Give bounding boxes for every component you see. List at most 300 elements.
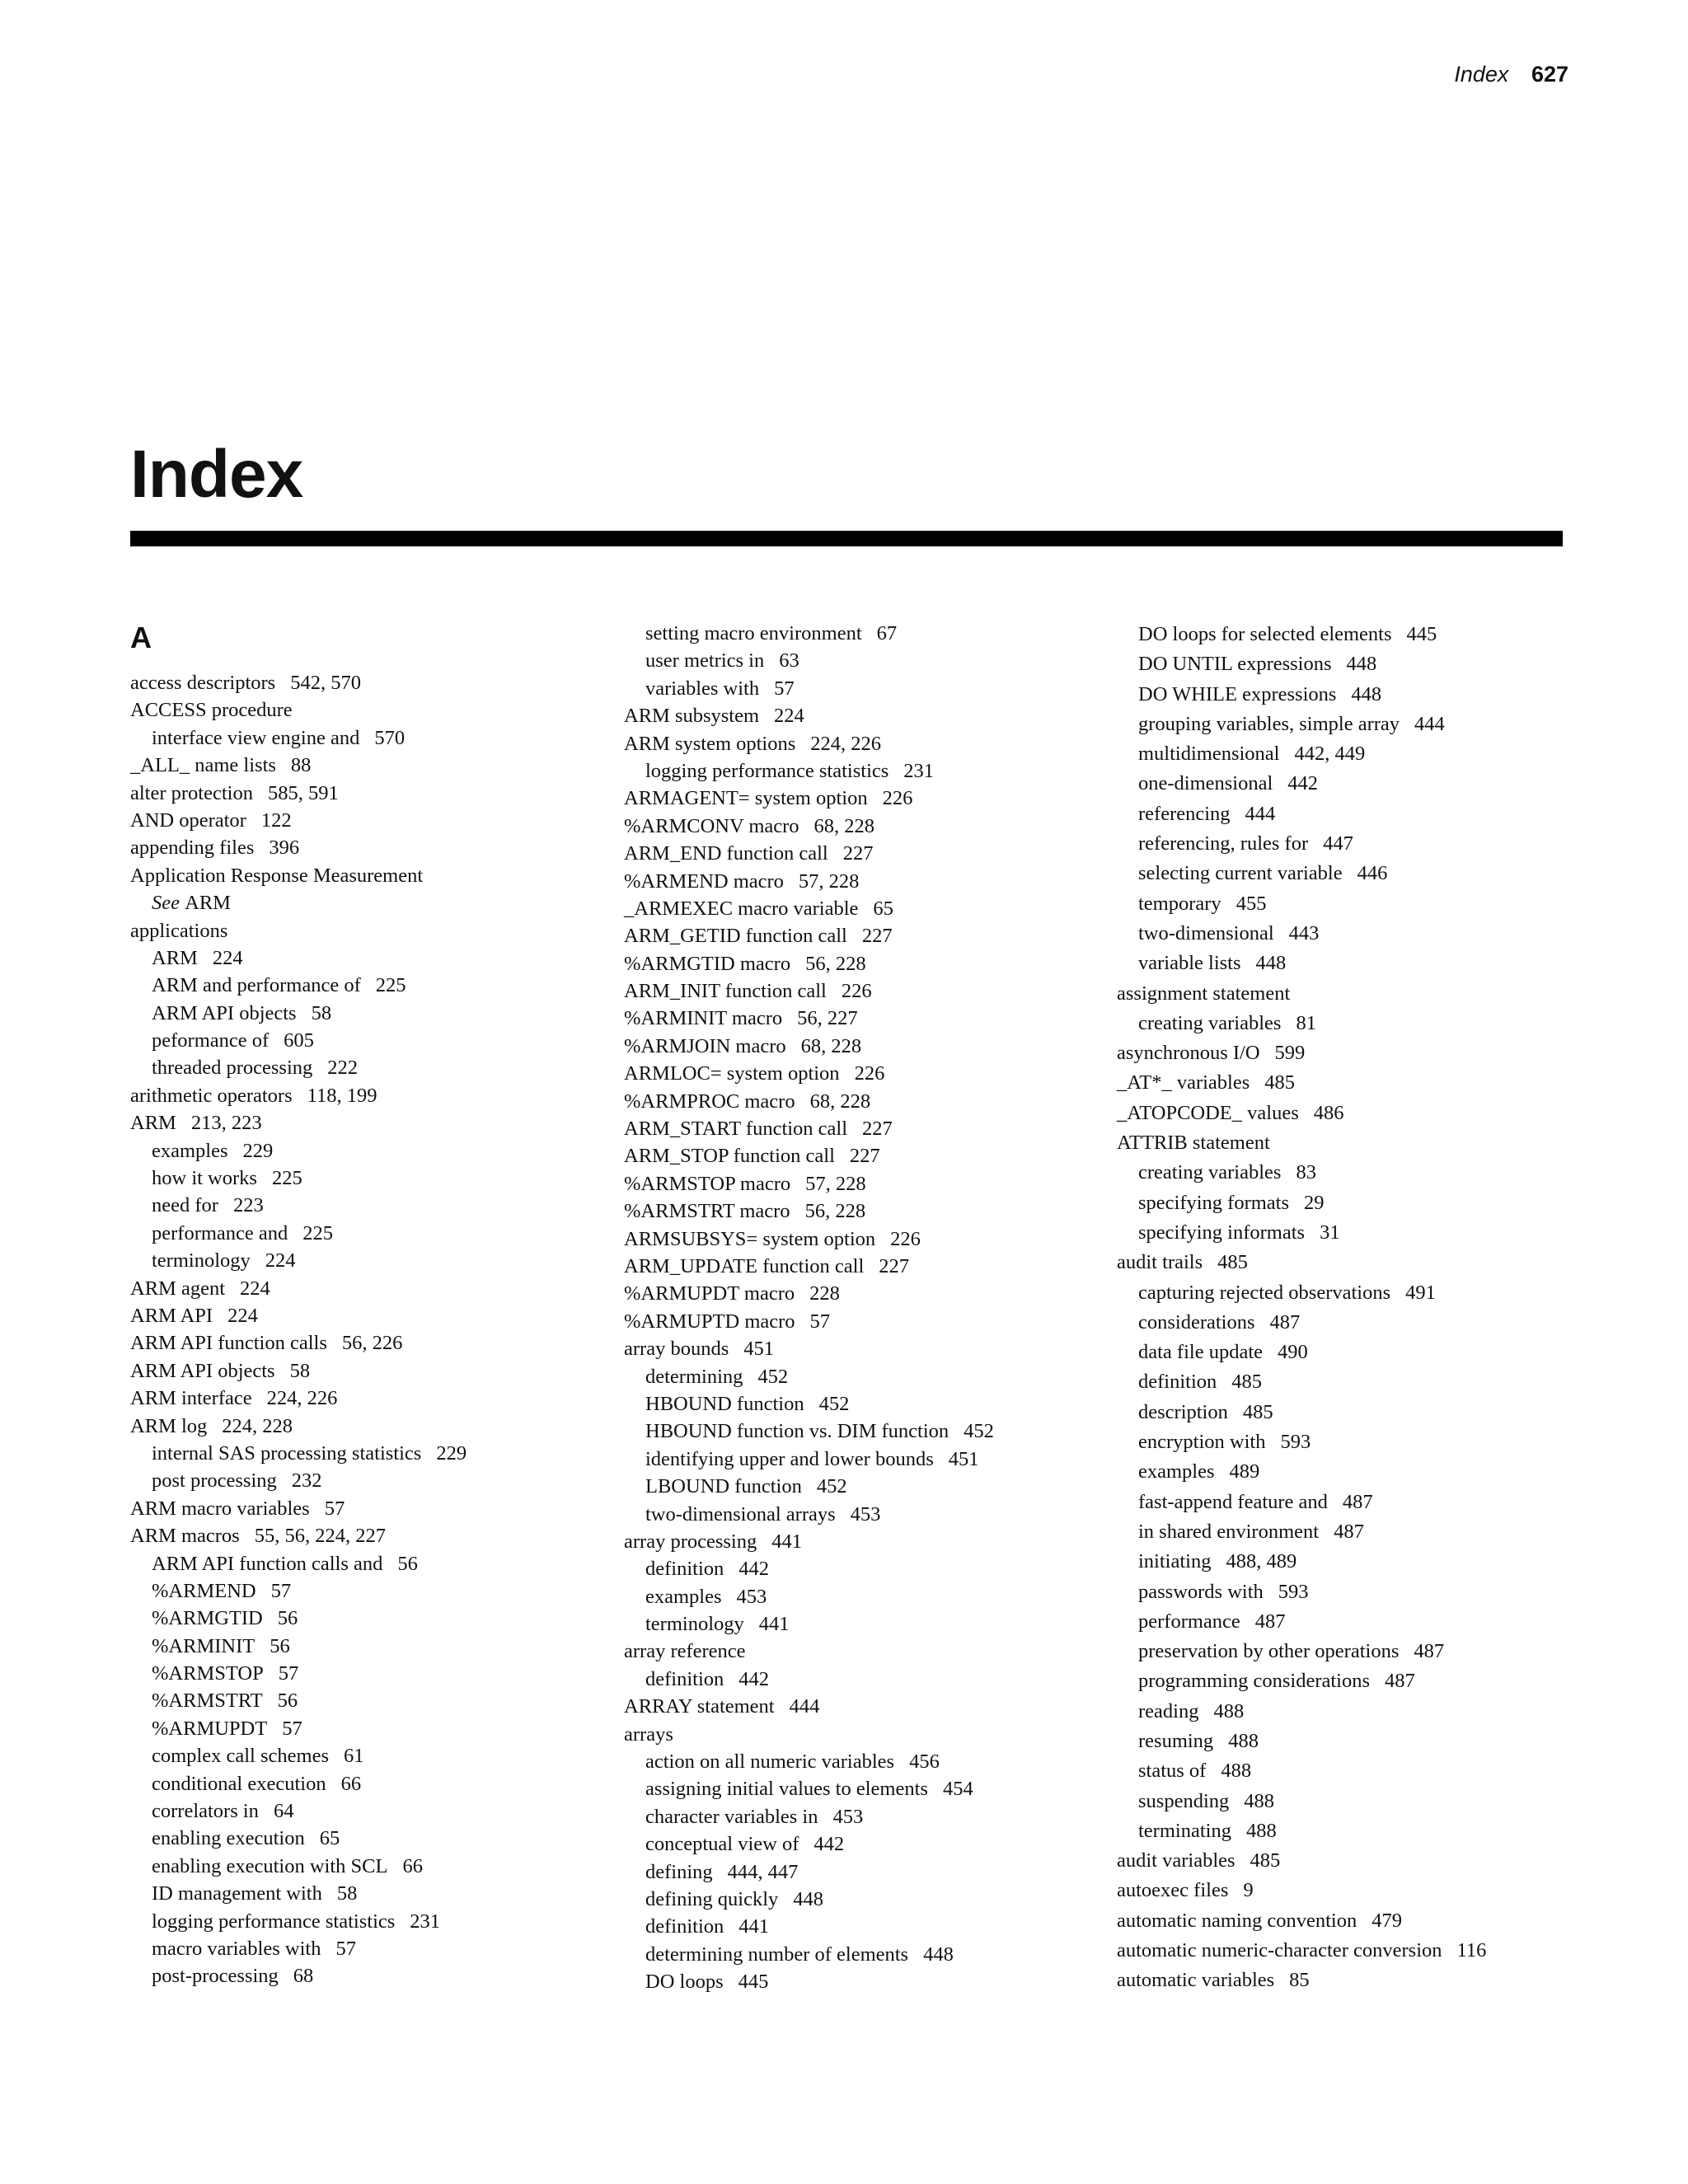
- index-term: ARMAGENT= system option: [624, 787, 868, 810]
- index-term: referencing: [1138, 802, 1231, 825]
- index-term: %ARMEND macro: [624, 869, 784, 893]
- index-entry: [1117, 1099, 1578, 1128]
- index-term: considerations: [1138, 1310, 1255, 1333]
- page-references: 57, 228: [805, 1172, 866, 1195]
- index-term: %ARMSTOP macro: [624, 1172, 791, 1195]
- page-references: 452: [816, 1475, 847, 1498]
- page-references: 443: [1288, 921, 1320, 944]
- page-references: 490: [1278, 1341, 1308, 1364]
- page-references: 441: [771, 1530, 802, 1553]
- index-subentry: [1117, 1009, 1578, 1038]
- index-term: HBOUND function: [645, 1392, 804, 1415]
- page-references: 9: [1243, 1879, 1254, 1902]
- page-references: 56, 227: [797, 1007, 858, 1030]
- index-term: examples: [1138, 1460, 1215, 1483]
- page-references: 454: [942, 1778, 973, 1801]
- index-term: creating variables: [1138, 1011, 1282, 1034]
- page-references: 55, 56, 224, 227: [254, 1525, 386, 1548]
- index-entry: [624, 702, 1102, 729]
- index-entry: [624, 1033, 1102, 1060]
- index-entry: [1117, 1936, 1578, 1966]
- index-term: logging performance statistics: [645, 759, 889, 782]
- index-entry: [1117, 979, 1578, 1009]
- index-term: defining quickly: [645, 1887, 779, 1910]
- index-subentry: [1117, 620, 1578, 649]
- index-entry: [130, 1413, 592, 1440]
- page-references: 57: [774, 677, 795, 700]
- index-term: _ARMEXEC macro variable: [624, 897, 859, 920]
- index-entry: [624, 977, 1102, 1005]
- index-term: action on all numeric variables: [645, 1750, 895, 1774]
- index-term: ARM API objects: [130, 1359, 275, 1382]
- index-subentry: [1117, 1666, 1578, 1696]
- index-term: ARM_START function call: [624, 1118, 848, 1141]
- index-term: array bounds: [624, 1338, 729, 1361]
- page-references: 451: [743, 1338, 774, 1361]
- index-term: performance: [1138, 1610, 1240, 1633]
- index-term: two-dimensional arrays: [645, 1502, 836, 1526]
- page-references: 444, 447: [727, 1860, 799, 1883]
- index-term: automatic variables: [1117, 1969, 1275, 1992]
- index-entry: [624, 730, 1102, 757]
- page-references: 57: [809, 1310, 831, 1333]
- page-references: 232: [291, 1469, 322, 1493]
- index-term: HBOUND function vs. DIM function: [645, 1420, 950, 1443]
- index-term: DO UNTIL expressions: [1138, 653, 1332, 676]
- page-references: 452: [818, 1392, 850, 1415]
- index-term: applications: [130, 919, 228, 942]
- index-term: %ARMSTRT: [152, 1690, 263, 1713]
- page-references: 485: [1231, 1371, 1263, 1394]
- index-term: %ARMCONV macro: [624, 814, 799, 837]
- page-references: 227: [862, 1118, 893, 1141]
- index-subentry: [130, 1687, 592, 1714]
- index-subentry: [624, 1775, 1102, 1802]
- index-entry: [130, 1522, 592, 1549]
- index-term: terminating: [1138, 1819, 1231, 1842]
- index-entry: [624, 1197, 1102, 1225]
- page-references: 448: [1346, 653, 1377, 676]
- index-term: definition: [1138, 1371, 1217, 1394]
- index-term: DO loops: [645, 1971, 724, 1994]
- index-term: setting macro environment: [645, 622, 862, 644]
- page-references: 63: [779, 649, 799, 673]
- page-references: 488: [1245, 1819, 1277, 1842]
- index-term: ARM API objects: [152, 1001, 297, 1024]
- index-term: ARM_GETID function call: [624, 925, 847, 948]
- page-references: 593: [1278, 1580, 1309, 1603]
- index-term: ARM: [152, 946, 198, 969]
- page-references: 442: [738, 1558, 770, 1581]
- index-entry: [130, 1495, 592, 1522]
- page-references: 224: [212, 946, 243, 969]
- index-term: _AT*_ variables: [1117, 1071, 1250, 1094]
- index-term: resuming: [1138, 1729, 1214, 1752]
- index-subentry: [624, 1555, 1102, 1582]
- index-entry: [624, 785, 1102, 812]
- page-references: 489: [1229, 1460, 1260, 1483]
- page-references: 453: [850, 1502, 881, 1526]
- index-subentry: [1117, 1488, 1578, 1517]
- index-subentry: [130, 1550, 592, 1577]
- index-term: assigning initial values to elements: [645, 1778, 928, 1801]
- page-references: 442: [814, 1833, 845, 1856]
- index-subentry: [130, 1165, 592, 1192]
- page-references: 485: [1264, 1071, 1295, 1094]
- page-references: 453: [832, 1805, 864, 1828]
- index-term: Application Response Measurement: [130, 864, 424, 887]
- index-term: status of: [1138, 1760, 1207, 1783]
- index-term: ARM API function calls and: [152, 1552, 383, 1575]
- index-term: specifying informats: [1138, 1221, 1306, 1244]
- running-head: [1454, 61, 1568, 87]
- page-references: 445: [1406, 623, 1437, 645]
- index-term: preservation by other operations: [1138, 1640, 1400, 1663]
- index-term: one-dimensional: [1138, 772, 1273, 795]
- index-entry: [624, 950, 1102, 977]
- index-subentry: [1117, 799, 1578, 829]
- page-references: 83: [1296, 1161, 1316, 1184]
- index-subentry: [130, 1192, 592, 1219]
- index-term: array reference: [624, 1640, 746, 1663]
- index-term: array processing: [624, 1530, 757, 1553]
- index-term: fast-append feature and: [1138, 1490, 1328, 1513]
- index-term: data file update: [1138, 1341, 1264, 1364]
- page-references: 448: [793, 1887, 824, 1910]
- page-references: 31: [1320, 1221, 1340, 1244]
- index-term: %ARMSTOP: [152, 1662, 264, 1685]
- index-subentry: [624, 1748, 1102, 1775]
- page-references: 448: [1351, 682, 1382, 705]
- index-term: %ARMPROC macro: [624, 1090, 795, 1113]
- page-references: 58: [311, 1001, 332, 1024]
- index-term: AND operator: [130, 808, 246, 832]
- index-entry: [1117, 1038, 1578, 1068]
- index-term: grouping variables, simple array: [1138, 712, 1400, 735]
- index-subentry: [624, 1941, 1102, 1968]
- page-references: 229: [242, 1139, 274, 1162]
- index-entry: [624, 922, 1102, 949]
- index-term: encryption with: [1138, 1431, 1266, 1454]
- page-references: 441: [738, 1915, 770, 1938]
- page-references: 599: [1274, 1042, 1306, 1065]
- index-term: enabling execution: [152, 1827, 305, 1850]
- page-references: 570: [374, 726, 406, 749]
- index-term: enabling execution with SCL: [152, 1854, 388, 1877]
- index-term: determining number of elements: [645, 1943, 909, 1966]
- index-subentry: [130, 1605, 592, 1632]
- index-term: LBOUND function: [645, 1475, 802, 1498]
- index-entry: [624, 1721, 1102, 1748]
- index-entry: [624, 1088, 1102, 1115]
- page-references: 224: [227, 1304, 258, 1327]
- index-term: _ALL_ name lists: [130, 754, 276, 777]
- index-subentry: [130, 1660, 592, 1687]
- page-references: 453: [736, 1585, 767, 1608]
- index-subentry: [130, 724, 592, 752]
- index-term: ARM_STOP function call: [624, 1145, 835, 1168]
- index-subentry: [1117, 949, 1578, 978]
- page-references: 487: [1385, 1670, 1415, 1693]
- index-term: variable lists: [1138, 952, 1241, 975]
- index-term: ARM_UPDATE function call: [624, 1254, 865, 1277]
- index-subentry: [1117, 1787, 1578, 1816]
- index-entry: [130, 1275, 592, 1302]
- index-entry: [624, 1280, 1102, 1307]
- page-references: 452: [964, 1420, 994, 1443]
- index-subentry: [130, 1633, 592, 1660]
- index-term: post-processing: [152, 1965, 279, 1988]
- page-references: 226: [890, 1227, 921, 1250]
- page-references: 487: [1334, 1520, 1364, 1543]
- index-entry: [624, 813, 1102, 840]
- index-subentry: [1117, 829, 1578, 859]
- index-subentry: [624, 1803, 1102, 1830]
- page-references: 487: [1269, 1310, 1301, 1333]
- page-references: 224: [265, 1249, 296, 1272]
- index-subentry: [130, 1797, 592, 1825]
- page-references: 56, 226: [341, 1332, 403, 1355]
- index-subentry: [1117, 1756, 1578, 1786]
- page-references: 224, 226: [266, 1387, 338, 1410]
- page-references: 227: [879, 1254, 909, 1277]
- index-subentry: [1117, 710, 1578, 739]
- index-term: user metrics in: [645, 649, 765, 673]
- page-references: 57: [270, 1579, 292, 1602]
- page-references: 485: [1217, 1251, 1248, 1274]
- index-term: %ARMSTRT macro: [624, 1200, 790, 1223]
- page-references: 29: [1304, 1191, 1325, 1214]
- index-subentry: [130, 1577, 592, 1605]
- page-references: 56: [277, 1607, 298, 1630]
- index-subentry: [130, 1908, 592, 1935]
- page-references: 226: [882, 787, 913, 810]
- index-entry: [624, 1142, 1102, 1169]
- page-references: 85: [1289, 1969, 1310, 1992]
- page-references: 488: [1221, 1760, 1252, 1783]
- index-entry: [130, 1109, 592, 1137]
- index-subentry: [130, 1962, 592, 1990]
- page-references: 488: [1213, 1699, 1245, 1722]
- index-term: macro variables with: [152, 1937, 321, 1960]
- index-subentry: [624, 1610, 1102, 1638]
- page-references: 444: [1414, 712, 1445, 735]
- index-entry: [624, 868, 1102, 895]
- page-references: 67: [876, 622, 898, 644]
- index-term: %ARMEND: [152, 1579, 256, 1602]
- page-references: 451: [948, 1447, 979, 1470]
- index-subentry: [1117, 1637, 1578, 1666]
- index-term: %ARMGTID macro: [624, 952, 791, 975]
- index-entry: [130, 752, 592, 779]
- page-references: 213, 223: [190, 1112, 262, 1135]
- index-subentry: [1117, 1547, 1578, 1577]
- index-subentry: [1117, 859, 1578, 888]
- index-entry: [1117, 1068, 1578, 1098]
- index-subentry: [624, 647, 1102, 674]
- index-subentry: [1117, 889, 1578, 919]
- page-references: 442: [1287, 772, 1319, 795]
- index-entry: [624, 895, 1102, 922]
- page-references: 444: [789, 1695, 820, 1718]
- index-subentry: [1117, 1816, 1578, 1846]
- index-term: variables with: [645, 677, 760, 700]
- index-subentry: [1117, 1577, 1578, 1607]
- page-references: 57: [278, 1662, 299, 1685]
- index-subentry: [130, 1742, 592, 1769]
- page-references: 542, 570: [290, 672, 361, 694]
- index-term: character variables in: [645, 1805, 818, 1828]
- index-term: examples: [152, 1139, 228, 1162]
- page-references: 229: [436, 1441, 467, 1465]
- index-subentry: [624, 675, 1102, 702]
- index-subentry: [130, 1137, 592, 1165]
- page-references: 491: [1405, 1281, 1436, 1304]
- index-term: conceptual view of: [645, 1833, 799, 1856]
- index-term: conditional execution: [152, 1772, 326, 1795]
- page-references: 456: [909, 1750, 940, 1774]
- page-references: 231: [903, 759, 935, 782]
- index-term: ATTRIB statement: [1117, 1132, 1270, 1155]
- page-references: 58: [289, 1359, 311, 1382]
- index-term: threaded processing: [152, 1057, 313, 1080]
- index-subentry: [624, 1501, 1102, 1528]
- index-term: examples: [645, 1585, 722, 1608]
- index-term: %ARMUPTD macro: [624, 1310, 795, 1333]
- index-term: definition: [645, 1558, 724, 1581]
- index-entry: [624, 1638, 1102, 1665]
- index-subentry: [1117, 1727, 1578, 1756]
- index-term: autoexec files: [1117, 1879, 1229, 1902]
- index-term: ARM API: [130, 1304, 213, 1327]
- page-references: 57, 228: [798, 869, 860, 893]
- index-term: %ARMUPDT macro: [624, 1282, 795, 1305]
- index-term: ARRAY statement: [624, 1695, 775, 1718]
- index-term: ARM API function calls: [130, 1332, 327, 1355]
- index-subentry: [624, 1446, 1102, 1473]
- index-term: %ARMJOIN macro: [624, 1034, 786, 1057]
- index-subentry: [1117, 1427, 1578, 1457]
- page-references: 486: [1313, 1101, 1344, 1124]
- page-references: 226: [854, 1062, 885, 1085]
- page-references: 488, 489: [1226, 1550, 1297, 1573]
- index-term: two-dimensional: [1138, 921, 1274, 944]
- page-references: 64: [273, 1800, 294, 1823]
- index-term: asynchronous I/O: [1117, 1042, 1260, 1065]
- page-references: 446: [1357, 862, 1388, 885]
- index-entry: [1117, 1128, 1578, 1158]
- index-term: interface view engine and: [152, 726, 360, 749]
- index-subentry: [1117, 1607, 1578, 1637]
- page-references: 585, 591: [267, 781, 339, 804]
- page-references: 224, 228: [222, 1414, 293, 1437]
- index-entry: [624, 1693, 1102, 1720]
- index-subentry: [130, 1247, 592, 1274]
- page-references: 444: [1245, 802, 1276, 825]
- page-references: 66: [340, 1772, 362, 1795]
- index-term: programming considerations: [1138, 1670, 1371, 1693]
- index-term: reading: [1138, 1699, 1199, 1722]
- index-subentry: [624, 1886, 1102, 1913]
- index-subentry: [624, 1913, 1102, 1940]
- index-term: audit variables: [1117, 1849, 1236, 1872]
- index-term: ARM macros: [130, 1525, 240, 1548]
- index-term: ARM subsystem: [624, 705, 760, 728]
- page-references: 447: [1323, 832, 1353, 855]
- page-references: 57: [335, 1937, 356, 1960]
- index-subentry: [1117, 1308, 1578, 1338]
- index-term: ARM macro variables: [130, 1497, 310, 1520]
- page-references: 487: [1254, 1610, 1286, 1633]
- index-term: selecting current variable: [1138, 862, 1343, 885]
- page-references: 58: [336, 1882, 358, 1905]
- index-entry: [624, 1060, 1102, 1087]
- index-term: %ARMINIT macro: [624, 1007, 783, 1030]
- index-subentry: [624, 1390, 1102, 1418]
- page-references: 68, 228: [814, 814, 875, 837]
- index-entry: [130, 862, 592, 889]
- index-subentry: [624, 1418, 1102, 1445]
- index-entry: [624, 1170, 1102, 1197]
- page-references: 66: [402, 1854, 423, 1877]
- index-term: DO WHILE expressions: [1138, 682, 1337, 705]
- index-subentry: [1117, 1278, 1578, 1308]
- index-entry: [624, 1115, 1102, 1142]
- page-references: 68, 228: [809, 1090, 871, 1113]
- index-term: correlators in: [152, 1800, 259, 1823]
- index-subentry: [1117, 1218, 1578, 1248]
- index-subentry: [1117, 1697, 1578, 1727]
- index-subentry: [130, 1880, 592, 1907]
- index-subentry: [624, 1583, 1102, 1610]
- page-references: 227: [861, 925, 893, 948]
- page-references: 396: [269, 837, 300, 860]
- page-references: 487: [1342, 1490, 1373, 1513]
- index-entry: [130, 1329, 592, 1357]
- index-subentry: [130, 1054, 592, 1081]
- index-term: capturing rejected observations: [1138, 1281, 1391, 1304]
- index-subentry: [624, 1968, 1102, 1995]
- index-subentry: [1117, 649, 1578, 679]
- index-term: need for: [152, 1194, 218, 1217]
- index-entry: [624, 1226, 1102, 1253]
- index-entry: [1117, 1846, 1578, 1876]
- index-entry: [130, 1082, 592, 1109]
- page-references: 228: [809, 1282, 840, 1305]
- index-subentry: [130, 1935, 592, 1962]
- index-entry: [130, 780, 592, 807]
- index-subentry: [130, 1825, 592, 1852]
- index-entry: [130, 834, 592, 861]
- page-references: 56: [277, 1690, 298, 1713]
- page-references: 222: [327, 1057, 358, 1080]
- page-references: 57: [282, 1717, 302, 1740]
- title-rule: [130, 531, 1563, 546]
- index-term: ARMLOC= system option: [624, 1062, 840, 1085]
- see-reference-label: See: [152, 892, 185, 915]
- index-subentry: [1117, 1158, 1578, 1188]
- index-entry: [1117, 1248, 1578, 1277]
- running-head-title: Index: [1454, 62, 1509, 87]
- index-term: ARM interface: [130, 1387, 252, 1410]
- page-references: 448: [923, 1943, 954, 1966]
- index-subentry: [1117, 680, 1578, 710]
- index-entry: [130, 696, 592, 724]
- page-number: 627: [1531, 62, 1568, 87]
- index-term: in shared environment: [1138, 1520, 1320, 1543]
- page-references: 224, 226: [810, 732, 882, 755]
- index-column-1: [130, 620, 592, 1990]
